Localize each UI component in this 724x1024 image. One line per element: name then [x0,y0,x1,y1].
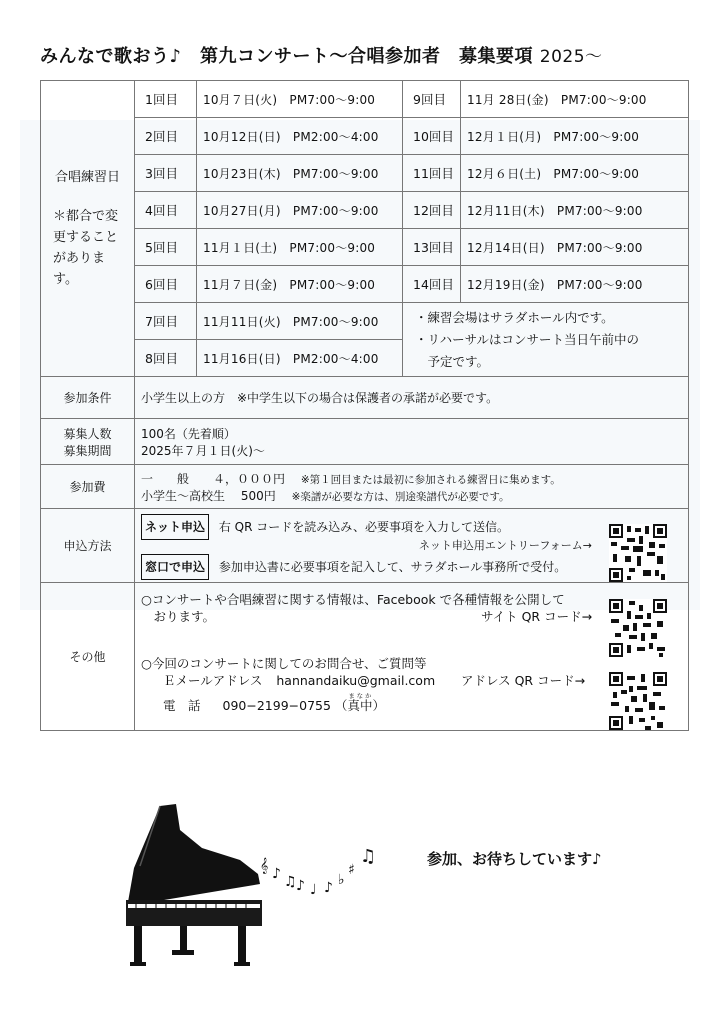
practice-note-line: ・練習会場はサラダホール内です。 [415,309,614,325]
session-date: 10月27日(月) PM7:00〜9:00 [197,192,403,229]
info-line: ○コンサートや合唱練習に関する情報は、Facebook で各種情報を公開して [141,592,565,607]
practice-notes [403,303,689,377]
net-apply-text: 右 QR コードを読み込み、必要事項を入力して送信。 [218,519,509,534]
title-year: 2025〜 [539,47,603,67]
session-date: 11月７日(金) PM7:00〜9:00 [197,266,403,303]
grand-piano-icon [120,800,390,975]
svg-text:♩: ♩ [310,882,317,898]
contact-name-ruby: まなか [347,693,373,700]
email-address-qr-icon[interactable] [609,672,667,730]
session-no: 1回目 [135,81,197,118]
session-date: 12月１日(月) PM7:00〜9:00 [461,118,689,155]
contact-name-text: 真中 [347,698,373,713]
session-date: 12月14日(日) PM7:00〜9:00 [461,229,689,266]
contact-line: ○今回のコンサートに関してのお問合せ、ご質問等 [141,656,427,671]
practice-label: 合唱練習日 [54,170,120,185]
email-label: Ｅメールアドレス [163,673,263,688]
window-apply-tag: 窓口で申込 [141,554,209,580]
session-no: 14回目 [403,266,461,303]
session-date: 11月 28日(金) PM7:00〜9:00 [461,81,689,118]
fee-student-note: ※楽譜が必要な方は、別途楽譜代が必要です。 [291,490,510,503]
email-address: hannandaiku@gmail.com [276,673,436,688]
session-date: 11月16日(日) PM2:00〜4:00 [197,340,403,377]
contact-name [347,693,373,713]
entry-form-label: ネット申込用エントリーフォーム→ [418,538,592,552]
recruit-value [135,419,689,465]
fee-label: 参加費 [41,465,135,509]
svg-text:♯: ♯ [348,862,355,878]
svg-text:♪: ♪ [324,880,333,896]
svg-text:♭: ♭ [338,872,345,888]
session-date: 12月11日(木) PM7:00〜9:00 [461,192,689,229]
session-no: 6回目 [135,266,197,303]
fee-general-note: ※第１回目または最初に参加される練習日に集めます。 [300,473,561,486]
net-apply-tag: ネット申込 [141,514,209,540]
svg-text:♫: ♫ [360,846,377,867]
session-no: 12回目 [403,192,461,229]
entry-form-qr-icon[interactable] [609,524,667,582]
session-date: 11月11日(火) PM7:00〜9:00 [197,303,403,340]
session-date: 12月６日(土) PM7:00〜9:00 [461,155,689,192]
svg-text:♪: ♪ [296,878,305,894]
closing-message: 参加、お待ちしています♪ [427,850,602,868]
address-qr-label: アドレス QR コード→ [461,673,586,688]
session-no: 2回目 [135,118,197,155]
tel-label: 電 話 [163,698,201,713]
fee-student: 小学生〜高校生 500円 [141,488,276,503]
session-date: 12月19日(金) PM7:00〜9:00 [461,266,689,303]
session-no: 10回目 [403,118,461,155]
other-label: その他 [41,583,135,731]
page-title [40,42,700,68]
practice-note-line: 予定です。 [415,353,490,369]
tel-number: 090−2199−0755 [222,698,331,713]
site-qr-label: サイト QR コード→ [481,609,593,624]
recruit-label [41,419,135,465]
recruit-count-label: 募集人数 [63,426,112,441]
session-date: 10月12日(日) PM2:00〜4:00 [197,118,403,155]
svg-text:𝄞: 𝄞 [260,858,269,874]
info-line: おります。 [141,609,216,624]
practice-label-cell [41,81,135,377]
apply-label: 申込方法 [41,509,135,583]
conditions-label: 参加条件 [41,377,135,419]
fee-general: 一 般 ４，０００円 [141,471,286,486]
window-apply-text: 参加申込書に必要事項を記入して、サラダホール事務所で受付。 [218,559,567,574]
session-no: 3回目 [135,155,197,192]
apply-value [135,509,689,583]
practice-note-line: ・リハーサルはコンサート当日午前中の [415,331,640,347]
practice-note: ＊都合で変更することがあります。 [53,209,119,287]
recruitment-table [40,80,689,731]
svg-text:♫: ♫ [284,874,297,890]
session-date: 10月７日(火) PM7:00〜9:00 [197,81,403,118]
session-no: 4回目 [135,192,197,229]
conditions-value: 小学生以上の方 ※中学生以下の場合は保護者の承諾が必要です。 [135,377,689,419]
svg-text:♪: ♪ [272,866,281,882]
other-value [135,583,689,731]
recruit-count: 100名（先着順） [141,426,236,441]
facebook-site-qr-icon[interactable] [609,599,667,657]
recruit-period: 2025年７月１日(火)〜 [141,443,265,458]
fee-value [135,465,689,509]
session-no: 11回目 [403,155,461,192]
session-date: 11月１日(土) PM7:00〜9:00 [197,229,403,266]
session-no: 5回目 [135,229,197,266]
session-date: 10月23日(木) PM7:00〜9:00 [197,155,403,192]
session-no: 13回目 [403,229,461,266]
name-close: ） [372,698,385,713]
session-no: 7回目 [135,303,197,340]
title-main: みんなで歌おう♪ 第九コンサート〜合唱参加者 募集要項 [40,46,533,67]
name-open: （ [334,698,348,713]
recruit-period-label: 募集期間 [63,443,112,458]
session-no: 9回目 [403,81,461,118]
session-no: 8回目 [135,340,197,377]
